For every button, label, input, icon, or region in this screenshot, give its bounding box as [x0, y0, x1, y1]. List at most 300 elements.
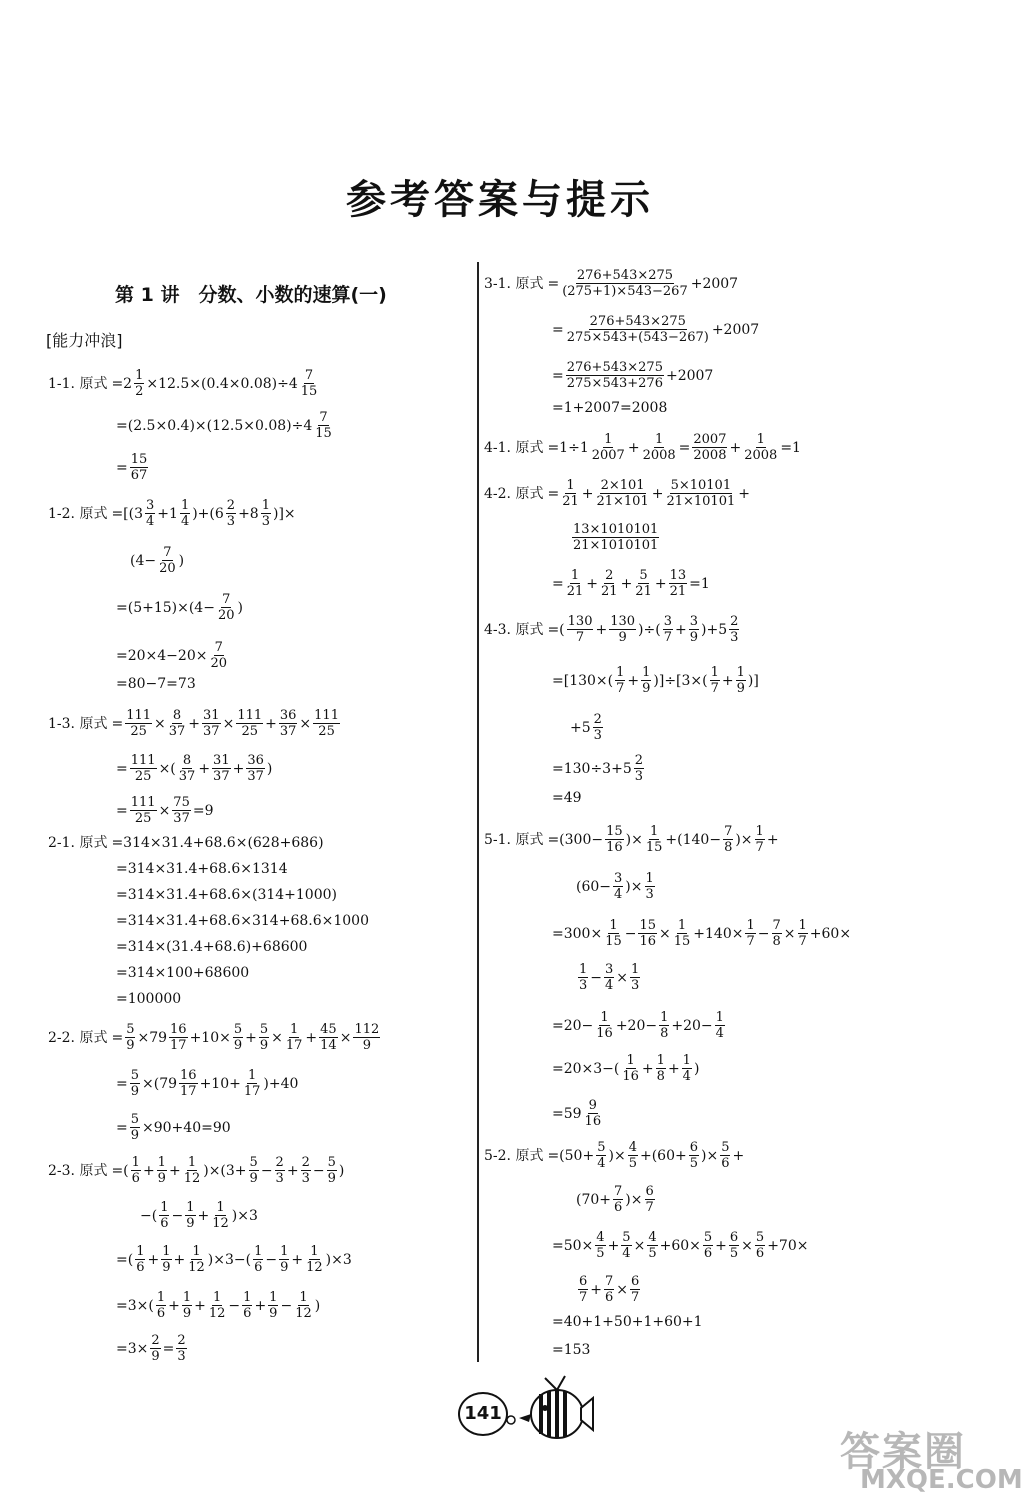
expression-text: +: [173, 1251, 186, 1268]
expression-text: +: [651, 485, 664, 502]
fraction: [209, 640, 228, 671]
fraction-denominator: 37: [203, 724, 220, 739]
fraction-numerator: 7: [772, 918, 781, 933]
right-solution-line: [484, 432, 801, 463]
fraction-denominator: 2008: [693, 448, 727, 463]
fraction: [561, 268, 689, 299]
fraction: [642, 432, 677, 463]
expression-text: =(: [547, 621, 565, 638]
fraction: [745, 918, 755, 949]
right-solution-line: [484, 1140, 744, 1171]
fraction: [638, 918, 657, 949]
left-solution-line: [116, 592, 243, 623]
fraction: [613, 871, 623, 902]
expression-text: +: [590, 1281, 603, 1298]
expression-text: =3×(: [116, 1297, 154, 1314]
fraction-numerator: 2: [730, 614, 739, 629]
fraction-denominator: 12: [212, 1216, 229, 1231]
fraction-denominator: 9: [130, 1084, 140, 1099]
fraction-numerator: 2: [634, 753, 644, 768]
fraction: [185, 1200, 195, 1231]
expression-text: =40+1+50+1+60+1: [552, 1314, 703, 1330]
fraction-numerator: 5: [703, 1230, 713, 1245]
left-solution-line: [116, 989, 181, 1009]
expression-text: =(: [116, 1251, 134, 1268]
expression-text: +20−: [671, 1017, 713, 1034]
fraction-denominator: 16: [639, 934, 657, 949]
fraction-denominator: 9: [362, 1038, 371, 1053]
expression-text: +: [620, 575, 633, 592]
fraction: [259, 1022, 269, 1053]
expression-text: =(: [111, 1162, 129, 1179]
fraction: [169, 1022, 188, 1053]
fraction-denominator: 4: [622, 1246, 631, 1261]
fraction-numerator: 2: [177, 1333, 186, 1348]
fraction-denominator: 4: [614, 887, 623, 902]
fraction-denominator: 21×1010101: [573, 538, 659, 553]
problem-label: 1-2. 原式: [48, 505, 108, 522]
problem-label: 4-3. 原式: [484, 621, 544, 638]
fraction-denominator: 17: [180, 1084, 197, 1099]
expression-text: +5: [570, 719, 591, 736]
problem-label: 2-3. 原式: [48, 1162, 108, 1179]
fraction-numerator: 1: [642, 665, 651, 680]
fraction-numerator: 1: [604, 432, 613, 447]
column-divider: [477, 262, 479, 1362]
fraction-numerator: 1: [156, 1290, 166, 1305]
fraction-denominator: 8: [656, 1069, 665, 1084]
left-solution-line: [48, 498, 296, 529]
fraction-numerator: 276+543×275: [589, 314, 686, 329]
fraction-denominator: 12: [295, 1306, 312, 1321]
fraction: [621, 1230, 631, 1261]
fraction-denominator: 3: [645, 887, 654, 902]
expression-text: )]: [747, 672, 759, 689]
fraction-numerator: 2: [275, 1155, 284, 1170]
fraction-numerator: 4: [596, 1230, 605, 1245]
fraction-numerator: 276+543×275: [566, 360, 663, 375]
fraction: [275, 1155, 285, 1186]
fraction-numerator: 1: [131, 1155, 140, 1170]
fraction: [176, 1333, 186, 1364]
fraction: [130, 795, 157, 826]
fraction-denominator: 6: [160, 1216, 169, 1231]
fraction-denominator: 67: [130, 468, 148, 483]
fraction-denominator: 9: [280, 1260, 289, 1275]
fraction-denominator: 6: [614, 1200, 623, 1215]
fraction-numerator: 5: [639, 568, 648, 583]
fraction-denominator: 7: [645, 1200, 654, 1215]
fraction-numerator: 15: [606, 824, 623, 839]
fraction: [729, 614, 739, 645]
fraction-denominator: 3: [226, 514, 236, 529]
fraction-denominator: 7: [746, 934, 755, 949]
left-solution-line: [130, 545, 184, 576]
fraction: [314, 410, 333, 441]
fraction-numerator: 2: [226, 498, 236, 513]
expression-text: +: [194, 1297, 206, 1314]
right-solution-line: [570, 522, 661, 553]
page-title: 参考答案与提示: [346, 177, 654, 223]
fraction: [233, 1022, 243, 1053]
fraction: [285, 1022, 304, 1053]
fraction-denominator: 7: [579, 1290, 588, 1305]
fraction-numerator: 1: [299, 1290, 308, 1305]
expression-text: =80−7=73: [116, 676, 196, 692]
fraction-numerator: 1: [746, 918, 755, 933]
fraction-numerator: 31: [213, 753, 230, 768]
fraction-numerator: 6: [689, 1140, 698, 1155]
fraction-numerator: 1: [649, 824, 659, 839]
fraction-denominator: 15: [315, 426, 332, 441]
fraction-denominator: 12: [188, 1260, 205, 1275]
left-solution-line: [116, 885, 337, 905]
expression-text: (70+: [576, 1191, 612, 1208]
right-solution-line: [552, 1312, 703, 1332]
fraction-denominator: 2008: [642, 448, 676, 463]
fraction: [161, 1244, 171, 1275]
fraction-denominator: 9: [736, 681, 745, 696]
fraction-denominator: 3: [730, 630, 739, 645]
expression-text: )×3: [325, 1251, 352, 1268]
fraction: [327, 1155, 337, 1186]
expression-text: +(140−: [665, 831, 722, 848]
fraction-numerator: 15: [130, 452, 148, 467]
fraction-denominator: 3: [275, 1171, 284, 1186]
right-solution-line: [576, 962, 642, 993]
fraction: [211, 1200, 230, 1231]
expression-text: +: [607, 1237, 620, 1254]
fraction-denominator: 21: [601, 584, 618, 599]
fraction-denominator: 4: [682, 1069, 691, 1084]
fraction-denominator: 37: [247, 769, 264, 784]
fraction: [130, 1112, 140, 1143]
fraction-denominator: 6: [136, 1260, 145, 1275]
fraction: [630, 962, 640, 993]
expression-text: +60×: [809, 925, 852, 942]
expression-text: ): [266, 760, 273, 777]
fraction-denominator: 5: [729, 1246, 739, 1261]
fraction-denominator: 275×543+276: [566, 376, 663, 391]
right-solution-line: [552, 788, 582, 808]
fraction-denominator: 9: [162, 1260, 171, 1275]
expression-text: )×3−(: [207, 1251, 252, 1268]
fraction-denominator: 37: [279, 724, 297, 739]
fraction-numerator: 1: [736, 665, 745, 680]
fraction: [134, 368, 144, 399]
expression-text: −: [590, 969, 603, 986]
expression-text: =2: [111, 375, 133, 392]
expression-text: +10×: [189, 1029, 231, 1046]
fraction: [584, 1098, 603, 1129]
fraction-numerator: 1: [579, 962, 588, 977]
problem-label: 5-2. 原式: [484, 1147, 544, 1164]
fraction-denominator: 25: [134, 769, 152, 784]
right-solution-line: [552, 568, 710, 599]
fraction-numerator: 1: [180, 498, 190, 513]
fraction-numerator: 111: [126, 708, 152, 723]
fraction-denominator: 37: [173, 811, 190, 826]
fraction: [710, 665, 720, 696]
fraction-denominator: 16: [622, 1069, 639, 1084]
expression-text: )×: [625, 1191, 643, 1208]
expression-text: =314×100+68600: [116, 965, 250, 981]
expression-text: )]÷[3×(: [653, 672, 708, 689]
left-solution-line: [48, 1022, 382, 1053]
expression-text: =153: [552, 1342, 591, 1358]
right-solution-line: [484, 478, 750, 509]
fraction-numerator: 5: [327, 1155, 336, 1170]
fraction: [630, 1274, 640, 1305]
fraction-numerator: 1: [631, 962, 640, 977]
fraction-numerator: 1: [626, 1053, 635, 1068]
fraction-denominator: 37: [178, 769, 196, 784]
expression-text: =(5+15)×(4−: [116, 599, 215, 616]
expression-text: +(60+: [639, 1147, 687, 1164]
fraction: [242, 1290, 252, 1321]
fraction-numerator: 1: [755, 824, 764, 839]
expression-text: +10+: [199, 1075, 241, 1092]
fraction-denominator: 3: [177, 1349, 186, 1364]
expression-text: =[(3: [111, 505, 144, 522]
fraction-numerator: 1: [616, 665, 625, 680]
fraction-denominator: 17: [170, 1038, 187, 1053]
fraction: [645, 1184, 655, 1215]
fraction-numerator: 8: [172, 708, 182, 723]
expression-text: )+5: [701, 621, 728, 638]
right-solution-line: [552, 665, 759, 696]
fraction-denominator: 5: [628, 1156, 637, 1171]
fraction: [578, 962, 588, 993]
fraction-denominator: 9: [642, 681, 651, 696]
fraction: [755, 824, 765, 855]
fraction-numerator: 31: [203, 708, 220, 723]
fraction: [729, 1230, 739, 1261]
fraction-numerator: 1: [682, 1053, 691, 1068]
fraction-numerator: 6: [645, 1184, 654, 1199]
fraction-numerator: 15: [639, 918, 657, 933]
fraction: [261, 498, 271, 529]
fraction: [604, 1274, 614, 1305]
fraction-denominator: 9: [259, 1038, 269, 1053]
fraction-numerator: 1: [160, 1200, 169, 1215]
watermark-site: MXQE.COM: [860, 1465, 1023, 1495]
expression-text: +: [232, 760, 245, 777]
expression-text: =(300−: [547, 831, 604, 848]
problem-label: 4-2. 原式: [484, 485, 544, 502]
expression-text: )+(6: [192, 505, 224, 522]
expression-text: +: [245, 1029, 257, 1046]
fraction-numerator: 2: [151, 1333, 160, 1348]
fraction: [145, 498, 155, 529]
fraction-numerator: 4: [628, 1140, 637, 1155]
fraction-numerator: 7: [304, 368, 314, 383]
expression-text: +: [732, 1147, 745, 1164]
expression-text: +: [595, 621, 608, 638]
fraction-denominator: 9: [327, 1171, 336, 1186]
fraction-denominator: 2: [135, 384, 144, 399]
expression-text: =: [111, 1029, 124, 1046]
fraction-denominator: 20: [217, 608, 235, 623]
fraction-denominator: 5: [648, 1246, 657, 1261]
left-solution-line: [116, 1290, 320, 1321]
fraction: [178, 753, 197, 784]
fraction: [135, 1244, 145, 1275]
expression-text: +: [254, 1297, 267, 1314]
fraction-numerator: 1: [254, 1244, 263, 1259]
fraction: [202, 708, 221, 739]
right-solution-line: [552, 398, 667, 418]
expression-text: +70×: [767, 1237, 809, 1254]
fraction-numerator: 5: [249, 1155, 258, 1170]
expression-text: −: [265, 1251, 278, 1268]
expression-text: =20×4−20×: [116, 647, 208, 664]
fraction-numerator: 5: [130, 1112, 140, 1127]
expression-text: )÷(: [638, 621, 661, 638]
expression-text: ×: [154, 715, 166, 732]
left-solution-line: [116, 1112, 231, 1143]
expression-text: =314×(31.4+68.6)+68600: [116, 939, 308, 955]
fraction: [566, 568, 585, 599]
left-solution-line: [116, 640, 230, 671]
right-solution-line: [484, 268, 738, 299]
fraction-numerator: 111: [130, 753, 156, 768]
fraction-denominator: 7: [616, 681, 625, 696]
fraction: [182, 1290, 192, 1321]
fraction-denominator: 7: [755, 840, 764, 855]
fraction: [236, 708, 263, 739]
expression-text: =314×31.4+68.6×(314+1000): [116, 887, 337, 903]
fraction: [566, 314, 710, 345]
expression-text: (60−: [576, 878, 612, 895]
fraction-denominator: 4: [715, 1026, 724, 1041]
fraction: [212, 753, 231, 784]
expression-text: +60×: [659, 1237, 701, 1254]
fraction: [125, 1022, 135, 1053]
fraction: [187, 1244, 206, 1275]
expression-text: ×: [783, 925, 796, 942]
fraction: [279, 1244, 289, 1275]
expression-text: =20×3−(: [552, 1060, 620, 1077]
fraction-denominator: 9: [157, 1171, 166, 1186]
fraction-denominator: 2007: [591, 448, 625, 463]
expression-text: )×: [701, 1147, 719, 1164]
expression-text: =130÷3+5: [552, 760, 632, 777]
fraction: [208, 1290, 227, 1321]
fraction-numerator: 7: [222, 592, 231, 607]
expression-text: =(2.5×0.4)×(12.5×0.08)÷4: [116, 417, 313, 434]
expression-text: ×: [339, 1029, 352, 1046]
expression-text: ): [178, 552, 185, 569]
fraction: [130, 1068, 140, 1099]
fraction-denominator: 16: [584, 1114, 602, 1129]
expression-text: ): [237, 599, 243, 616]
fraction-denominator: 9: [126, 1038, 135, 1053]
expression-text: =: [547, 485, 560, 502]
fraction-numerator: 7: [214, 640, 223, 655]
fraction-denominator: (275+1)×543−267: [562, 284, 688, 299]
fraction-denominator: 3: [631, 978, 640, 993]
fraction: [689, 614, 699, 645]
expression-text: =: [116, 760, 128, 777]
expression-text: =100000: [116, 991, 182, 1007]
expression-text: )×: [625, 878, 643, 895]
fraction-numerator: 36: [279, 708, 297, 723]
expression-text: =1: [689, 575, 710, 592]
expression-text: =314×31.4+68.6×314+68.6×1000: [116, 913, 369, 929]
fraction: [150, 1333, 160, 1364]
expression-text: =(50+: [547, 1147, 595, 1164]
fraction: [243, 1068, 262, 1099]
expression-text: +: [265, 715, 277, 732]
expression-text: )×3: [231, 1207, 258, 1224]
fraction: [723, 824, 733, 855]
fraction-numerator: 1: [182, 1290, 192, 1305]
expression-text: =: [116, 1119, 128, 1136]
fraction: [319, 1022, 338, 1053]
expression-text: =49: [552, 790, 582, 806]
left-solution-line: [140, 1200, 258, 1231]
fraction-numerator: 5: [130, 1068, 140, 1083]
fraction: [665, 478, 736, 509]
expression-text: ): [314, 1297, 321, 1314]
fraction-numerator: 3: [689, 614, 698, 629]
fraction: [157, 1155, 167, 1186]
fraction: [605, 824, 624, 855]
fraction-denominator: 7: [631, 1290, 640, 1305]
fraction-numerator: 1: [660, 1010, 669, 1025]
fraction-numerator: 1: [162, 1244, 171, 1259]
fraction-numerator: 3: [605, 962, 614, 977]
expression-text: +: [766, 831, 779, 848]
fraction-numerator: 5: [259, 1022, 269, 1037]
fraction-numerator: 2007: [693, 432, 727, 447]
fraction-numerator: 2: [301, 1155, 310, 1170]
fraction: [673, 918, 692, 949]
fraction-numerator: 112: [354, 1022, 380, 1037]
fraction-denominator: 15: [645, 840, 663, 855]
fraction: [353, 1022, 380, 1053]
expression-text: )]×: [272, 505, 296, 522]
fraction-numerator: 6: [631, 1274, 640, 1289]
fraction-denominator: 21: [566, 584, 584, 599]
fraction-numerator: 1: [213, 1290, 222, 1305]
fraction-denominator: 21: [635, 584, 652, 599]
expression-text: +: [147, 1251, 160, 1268]
expression-text: ×: [299, 715, 312, 732]
right-solution-line: [552, 1053, 699, 1084]
fraction: [647, 1230, 657, 1261]
fraction-denominator: 7: [663, 630, 672, 645]
fraction-numerator: 75: [173, 795, 190, 810]
fraction-denominator: 17: [285, 1038, 303, 1053]
expression-text: +: [168, 1162, 181, 1179]
left-solution-line: [116, 963, 249, 983]
fraction: [659, 1010, 669, 1041]
expression-text: =3×: [116, 1340, 149, 1357]
fraction-numerator: 6: [729, 1230, 739, 1245]
fraction-numerator: 1: [310, 1244, 319, 1259]
fraction-numerator: 7: [163, 545, 172, 560]
fraction: [604, 918, 623, 949]
left-solution-line: [116, 410, 335, 441]
fraction-denominator: 4: [146, 514, 155, 529]
right-solution-line: [576, 871, 657, 902]
fraction-numerator: 5: [233, 1022, 243, 1037]
fraction-numerator: 1: [710, 665, 719, 680]
fraction-numerator: 111: [130, 795, 156, 810]
expression-text: )×: [735, 831, 753, 848]
